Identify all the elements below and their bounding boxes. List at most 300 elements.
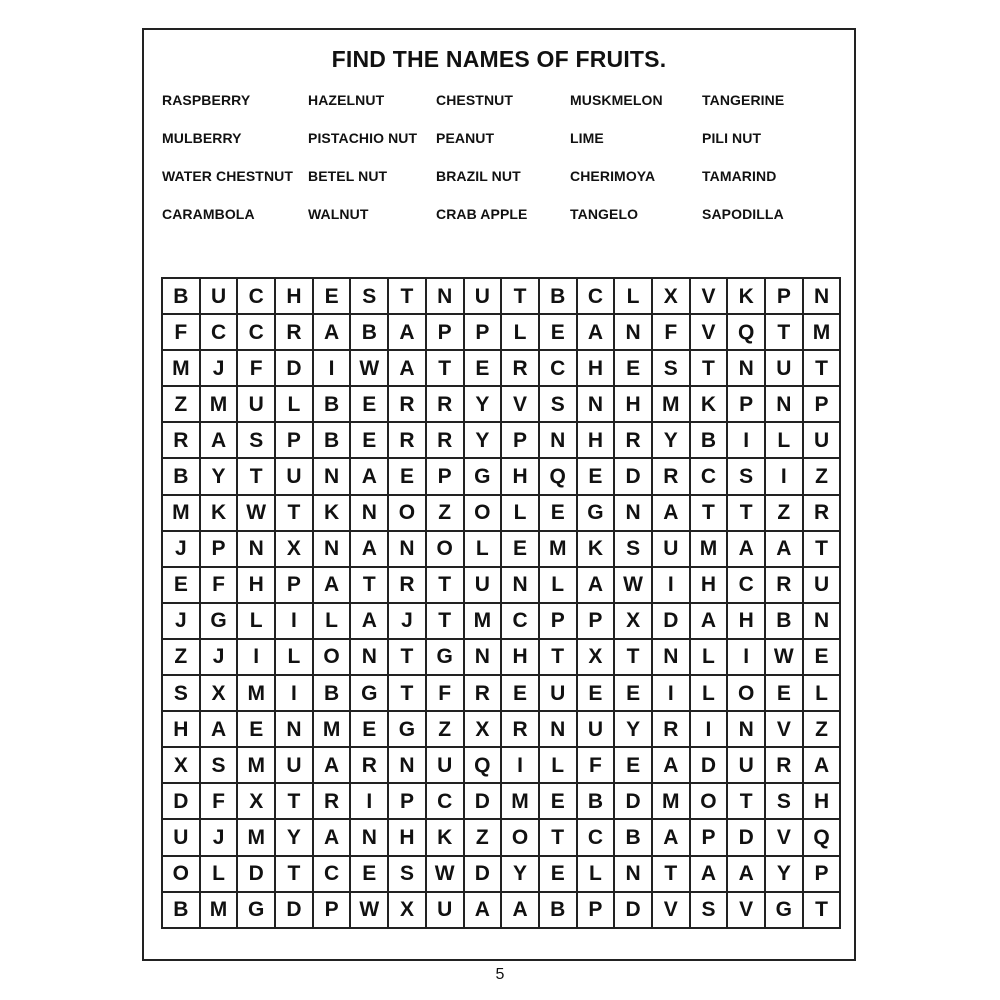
grid-cell[interactable]: E <box>163 568 201 604</box>
grid-cell[interactable]: E <box>314 279 352 315</box>
grid-cell[interactable]: A <box>314 568 352 604</box>
grid-cell[interactable]: G <box>578 496 616 532</box>
grid-cell[interactable]: E <box>351 423 389 459</box>
grid-cell[interactable]: B <box>540 893 578 929</box>
grid-cell[interactable]: X <box>201 676 239 712</box>
grid-cell[interactable]: U <box>578 712 616 748</box>
grid-cell[interactable]: I <box>276 604 314 640</box>
grid-cell[interactable]: V <box>653 893 691 929</box>
grid-cell[interactable]: A <box>691 857 729 893</box>
grid-cell[interactable]: E <box>615 748 653 784</box>
grid-cell[interactable]: B <box>766 604 804 640</box>
grid-cell[interactable]: D <box>238 857 276 893</box>
grid-cell[interactable]: O <box>427 532 465 568</box>
grid-cell[interactable]: F <box>238 351 276 387</box>
grid-cell[interactable]: R <box>502 351 540 387</box>
grid-cell[interactable]: N <box>502 568 540 604</box>
grid-cell[interactable]: L <box>540 568 578 604</box>
grid-cell[interactable]: G <box>427 640 465 676</box>
grid-cell[interactable]: N <box>314 459 352 495</box>
grid-cell[interactable]: L <box>804 676 842 712</box>
grid-cell[interactable]: E <box>540 857 578 893</box>
grid-cell[interactable]: A <box>465 893 503 929</box>
grid-cell[interactable]: V <box>691 315 729 351</box>
grid-cell[interactable]: N <box>351 496 389 532</box>
grid-cell[interactable]: P <box>766 279 804 315</box>
grid-cell[interactable]: D <box>615 459 653 495</box>
grid-cell[interactable]: A <box>766 532 804 568</box>
grid-cell[interactable]: W <box>351 893 389 929</box>
grid-cell[interactable]: N <box>238 532 276 568</box>
grid-cell[interactable]: X <box>163 748 201 784</box>
grid-cell[interactable]: D <box>653 604 691 640</box>
grid-cell[interactable]: T <box>728 496 766 532</box>
grid-cell[interactable]: U <box>163 820 201 856</box>
grid-cell[interactable]: M <box>502 784 540 820</box>
grid-cell[interactable]: O <box>389 496 427 532</box>
grid-cell[interactable]: A <box>314 748 352 784</box>
grid-cell[interactable]: S <box>389 857 427 893</box>
grid-cell[interactable]: I <box>653 676 691 712</box>
grid-cell[interactable]: K <box>427 820 465 856</box>
grid-cell[interactable]: N <box>728 712 766 748</box>
grid-cell[interactable]: L <box>691 640 729 676</box>
grid-cell[interactable]: Q <box>465 748 503 784</box>
grid-cell[interactable]: Y <box>201 459 239 495</box>
grid-cell[interactable]: J <box>163 604 201 640</box>
grid-cell[interactable]: A <box>804 748 842 784</box>
grid-cell[interactable]: Y <box>766 857 804 893</box>
grid-cell[interactable]: F <box>163 315 201 351</box>
grid-cell[interactable]: U <box>427 748 465 784</box>
grid-cell[interactable]: C <box>540 351 578 387</box>
grid-cell[interactable]: O <box>163 857 201 893</box>
grid-cell[interactable]: W <box>427 857 465 893</box>
grid-cell[interactable]: N <box>615 857 653 893</box>
grid-cell[interactable]: R <box>653 459 691 495</box>
grid-cell[interactable]: M <box>238 676 276 712</box>
grid-cell[interactable]: N <box>766 387 804 423</box>
grid-cell[interactable]: U <box>728 748 766 784</box>
grid-cell[interactable]: W <box>615 568 653 604</box>
grid-cell[interactable]: T <box>540 820 578 856</box>
grid-cell[interactable]: G <box>351 676 389 712</box>
grid-cell[interactable]: W <box>766 640 804 676</box>
grid-cell[interactable]: Z <box>804 459 842 495</box>
grid-cell[interactable]: F <box>427 676 465 712</box>
grid-cell[interactable]: U <box>427 893 465 929</box>
grid-cell[interactable]: T <box>389 279 427 315</box>
grid-cell[interactable]: P <box>728 387 766 423</box>
grid-cell[interactable]: T <box>691 496 729 532</box>
grid-cell[interactable]: S <box>766 784 804 820</box>
grid-cell[interactable]: D <box>163 784 201 820</box>
grid-cell[interactable]: S <box>201 748 239 784</box>
grid-cell[interactable]: L <box>276 640 314 676</box>
grid-cell[interactable]: U <box>465 568 503 604</box>
grid-cell[interactable]: T <box>276 496 314 532</box>
grid-cell[interactable]: R <box>427 423 465 459</box>
grid-cell[interactable]: B <box>578 784 616 820</box>
grid-cell[interactable]: R <box>276 315 314 351</box>
grid-cell[interactable]: A <box>201 423 239 459</box>
grid-cell[interactable]: E <box>502 676 540 712</box>
grid-cell[interactable]: N <box>540 712 578 748</box>
grid-cell[interactable]: S <box>238 423 276 459</box>
grid-cell[interactable]: A <box>351 459 389 495</box>
grid-cell[interactable]: N <box>804 604 842 640</box>
grid-cell[interactable]: B <box>163 459 201 495</box>
grid-cell[interactable]: E <box>502 532 540 568</box>
grid-cell[interactable]: V <box>502 387 540 423</box>
grid-cell[interactable]: I <box>728 640 766 676</box>
grid-cell[interactable]: I <box>314 351 352 387</box>
grid-cell[interactable]: J <box>201 640 239 676</box>
grid-cell[interactable]: C <box>691 459 729 495</box>
grid-cell[interactable]: A <box>653 748 691 784</box>
grid-cell[interactable]: A <box>201 712 239 748</box>
grid-cell[interactable]: T <box>804 351 842 387</box>
grid-cell[interactable]: F <box>201 784 239 820</box>
grid-cell[interactable]: D <box>465 857 503 893</box>
grid-cell[interactable]: O <box>502 820 540 856</box>
grid-cell[interactable]: E <box>351 387 389 423</box>
grid-cell[interactable]: T <box>728 784 766 820</box>
grid-cell[interactable]: N <box>615 496 653 532</box>
grid-cell[interactable]: S <box>728 459 766 495</box>
grid-cell[interactable]: L <box>615 279 653 315</box>
grid-cell[interactable]: Y <box>502 857 540 893</box>
grid-cell[interactable]: N <box>389 532 427 568</box>
grid-cell[interactable]: B <box>540 279 578 315</box>
grid-cell[interactable]: A <box>691 604 729 640</box>
grid-cell[interactable]: B <box>314 387 352 423</box>
grid-cell[interactable]: H <box>691 568 729 604</box>
grid-cell[interactable]: B <box>163 893 201 929</box>
grid-cell[interactable]: C <box>238 315 276 351</box>
grid-cell[interactable]: S <box>691 893 729 929</box>
grid-cell[interactable]: A <box>351 532 389 568</box>
grid-cell[interactable]: H <box>238 568 276 604</box>
grid-cell[interactable]: H <box>728 604 766 640</box>
grid-cell[interactable]: N <box>578 387 616 423</box>
grid-cell[interactable]: W <box>238 496 276 532</box>
grid-cell[interactable]: T <box>615 640 653 676</box>
grid-cell[interactable]: S <box>615 532 653 568</box>
grid-cell[interactable]: M <box>691 532 729 568</box>
grid-cell[interactable]: K <box>578 532 616 568</box>
grid-cell[interactable]: K <box>201 496 239 532</box>
grid-cell[interactable]: U <box>238 387 276 423</box>
grid-cell[interactable]: X <box>276 532 314 568</box>
grid-cell[interactable]: T <box>389 640 427 676</box>
grid-cell[interactable]: C <box>314 857 352 893</box>
grid-cell[interactable]: T <box>502 279 540 315</box>
grid-cell[interactable]: T <box>238 459 276 495</box>
grid-cell[interactable]: E <box>578 459 616 495</box>
grid-cell[interactable]: T <box>691 351 729 387</box>
grid-cell[interactable]: M <box>163 496 201 532</box>
grid-cell[interactable]: L <box>540 748 578 784</box>
grid-cell[interactable]: T <box>766 315 804 351</box>
grid-cell[interactable]: T <box>276 784 314 820</box>
grid-cell[interactable]: M <box>804 315 842 351</box>
grid-cell[interactable]: D <box>276 893 314 929</box>
grid-cell[interactable]: R <box>314 784 352 820</box>
grid-cell[interactable]: C <box>578 820 616 856</box>
grid-cell[interactable]: E <box>351 712 389 748</box>
grid-cell[interactable]: L <box>314 604 352 640</box>
grid-cell[interactable]: T <box>276 857 314 893</box>
grid-cell[interactable]: Y <box>615 712 653 748</box>
grid-cell[interactable]: A <box>502 893 540 929</box>
grid-cell[interactable]: N <box>653 640 691 676</box>
grid-cell[interactable]: X <box>238 784 276 820</box>
grid-cell[interactable]: I <box>351 784 389 820</box>
grid-cell[interactable]: A <box>389 351 427 387</box>
grid-cell[interactable]: E <box>540 315 578 351</box>
grid-cell[interactable]: M <box>465 604 503 640</box>
grid-cell[interactable]: G <box>465 459 503 495</box>
grid-cell[interactable]: H <box>615 387 653 423</box>
grid-cell[interactable]: P <box>314 893 352 929</box>
grid-cell[interactable]: H <box>163 712 201 748</box>
grid-cell[interactable]: X <box>615 604 653 640</box>
grid-cell[interactable]: P <box>276 568 314 604</box>
grid-cell[interactable]: C <box>728 568 766 604</box>
grid-cell[interactable]: U <box>276 459 314 495</box>
grid-cell[interactable]: R <box>389 387 427 423</box>
grid-cell[interactable]: Z <box>766 496 804 532</box>
grid-cell[interactable]: B <box>314 676 352 712</box>
grid-cell[interactable]: Z <box>427 496 465 532</box>
grid-cell[interactable]: F <box>578 748 616 784</box>
grid-cell[interactable]: E <box>540 496 578 532</box>
grid-cell[interactable]: N <box>728 351 766 387</box>
grid-cell[interactable]: B <box>615 820 653 856</box>
grid-cell[interactable]: A <box>728 857 766 893</box>
grid-cell[interactable]: P <box>465 315 503 351</box>
grid-cell[interactable]: P <box>427 315 465 351</box>
grid-cell[interactable]: A <box>389 315 427 351</box>
grid-cell[interactable]: M <box>201 387 239 423</box>
grid-cell[interactable]: J <box>201 351 239 387</box>
grid-cell[interactable]: H <box>389 820 427 856</box>
grid-cell[interactable]: X <box>578 640 616 676</box>
grid-cell[interactable]: V <box>691 279 729 315</box>
grid-cell[interactable]: G <box>766 893 804 929</box>
grid-cell[interactable]: I <box>238 640 276 676</box>
grid-cell[interactable]: I <box>276 676 314 712</box>
grid-cell[interactable]: N <box>465 640 503 676</box>
grid-cell[interactable]: X <box>653 279 691 315</box>
grid-cell[interactable]: P <box>540 604 578 640</box>
grid-cell[interactable]: E <box>465 351 503 387</box>
grid-cell[interactable]: Y <box>653 423 691 459</box>
grid-cell[interactable]: P <box>578 893 616 929</box>
grid-cell[interactable]: U <box>201 279 239 315</box>
grid-cell[interactable]: K <box>728 279 766 315</box>
grid-cell[interactable]: A <box>578 568 616 604</box>
grid-cell[interactable]: C <box>427 784 465 820</box>
grid-cell[interactable]: P <box>427 459 465 495</box>
grid-cell[interactable]: K <box>691 387 729 423</box>
grid-cell[interactable]: R <box>427 387 465 423</box>
grid-cell[interactable]: P <box>389 784 427 820</box>
grid-cell[interactable]: I <box>766 459 804 495</box>
grid-cell[interactable]: Y <box>276 820 314 856</box>
grid-cell[interactable]: D <box>728 820 766 856</box>
grid-cell[interactable]: H <box>578 423 616 459</box>
grid-cell[interactable]: A <box>314 315 352 351</box>
grid-cell[interactable]: I <box>728 423 766 459</box>
grid-cell[interactable]: T <box>427 604 465 640</box>
grid-cell[interactable]: G <box>238 893 276 929</box>
grid-cell[interactable]: J <box>389 604 427 640</box>
grid-cell[interactable]: M <box>540 532 578 568</box>
grid-cell[interactable]: V <box>766 712 804 748</box>
grid-cell[interactable]: R <box>502 712 540 748</box>
grid-cell[interactable]: G <box>389 712 427 748</box>
grid-cell[interactable]: P <box>691 820 729 856</box>
grid-cell[interactable]: J <box>163 532 201 568</box>
grid-cell[interactable]: A <box>578 315 616 351</box>
grid-cell[interactable]: A <box>728 532 766 568</box>
grid-cell[interactable]: A <box>351 604 389 640</box>
grid-cell[interactable]: T <box>804 893 842 929</box>
grid-cell[interactable]: R <box>465 676 503 712</box>
grid-cell[interactable]: D <box>276 351 314 387</box>
grid-cell[interactable]: R <box>163 423 201 459</box>
grid-cell[interactable]: C <box>502 604 540 640</box>
grid-cell[interactable]: M <box>653 387 691 423</box>
grid-cell[interactable]: A <box>314 820 352 856</box>
grid-cell[interactable]: P <box>201 532 239 568</box>
grid-cell[interactable]: R <box>766 748 804 784</box>
grid-cell[interactable]: B <box>314 423 352 459</box>
grid-cell[interactable]: N <box>389 748 427 784</box>
grid-cell[interactable]: M <box>314 712 352 748</box>
grid-cell[interactable]: B <box>163 279 201 315</box>
grid-cell[interactable]: U <box>653 532 691 568</box>
grid-cell[interactable]: G <box>201 604 239 640</box>
grid-cell[interactable]: Q <box>540 459 578 495</box>
grid-cell[interactable]: C <box>238 279 276 315</box>
grid-cell[interactable]: Z <box>804 712 842 748</box>
grid-cell[interactable]: F <box>201 568 239 604</box>
grid-cell[interactable]: Q <box>804 820 842 856</box>
grid-cell[interactable]: Q <box>728 315 766 351</box>
grid-cell[interactable]: R <box>351 748 389 784</box>
grid-cell[interactable]: L <box>276 387 314 423</box>
grid-cell[interactable]: N <box>804 279 842 315</box>
grid-cell[interactable]: N <box>351 640 389 676</box>
grid-cell[interactable]: R <box>804 496 842 532</box>
grid-cell[interactable]: R <box>615 423 653 459</box>
grid-cell[interactable]: T <box>804 532 842 568</box>
grid-cell[interactable]: R <box>653 712 691 748</box>
grid-cell[interactable]: P <box>578 604 616 640</box>
grid-cell[interactable]: D <box>615 784 653 820</box>
grid-cell[interactable]: I <box>653 568 691 604</box>
grid-cell[interactable]: L <box>465 532 503 568</box>
grid-cell[interactable]: X <box>389 893 427 929</box>
grid-cell[interactable]: B <box>351 315 389 351</box>
grid-cell[interactable]: D <box>465 784 503 820</box>
grid-cell[interactable]: U <box>276 748 314 784</box>
grid-cell[interactable]: H <box>502 640 540 676</box>
grid-cell[interactable]: I <box>691 712 729 748</box>
grid-cell[interactable]: T <box>427 351 465 387</box>
grid-cell[interactable]: M <box>238 820 276 856</box>
grid-cell[interactable]: J <box>201 820 239 856</box>
grid-cell[interactable]: U <box>804 568 842 604</box>
grid-cell[interactable]: E <box>351 857 389 893</box>
grid-cell[interactable]: L <box>201 857 239 893</box>
grid-cell[interactable]: Y <box>465 387 503 423</box>
grid-cell[interactable]: N <box>351 820 389 856</box>
grid-cell[interactable]: N <box>615 315 653 351</box>
grid-cell[interactable]: P <box>804 857 842 893</box>
grid-cell[interactable]: T <box>427 568 465 604</box>
grid-cell[interactable]: S <box>351 279 389 315</box>
grid-cell[interactable]: M <box>201 893 239 929</box>
grid-cell[interactable]: P <box>276 423 314 459</box>
grid-cell[interactable]: O <box>465 496 503 532</box>
grid-cell[interactable]: W <box>351 351 389 387</box>
grid-cell[interactable]: E <box>766 676 804 712</box>
grid-cell[interactable]: V <box>766 820 804 856</box>
grid-cell[interactable]: E <box>389 459 427 495</box>
grid-cell[interactable]: I <box>502 748 540 784</box>
grid-cell[interactable]: R <box>766 568 804 604</box>
grid-cell[interactable]: H <box>578 351 616 387</box>
grid-cell[interactable]: C <box>201 315 239 351</box>
grid-cell[interactable]: U <box>766 351 804 387</box>
grid-cell[interactable]: S <box>653 351 691 387</box>
grid-cell[interactable]: N <box>314 532 352 568</box>
grid-cell[interactable]: X <box>465 712 503 748</box>
grid-cell[interactable]: E <box>578 676 616 712</box>
grid-cell[interactable]: F <box>653 315 691 351</box>
grid-cell[interactable]: L <box>502 496 540 532</box>
grid-cell[interactable]: O <box>314 640 352 676</box>
grid-cell[interactable]: S <box>163 676 201 712</box>
grid-cell[interactable]: U <box>540 676 578 712</box>
grid-cell[interactable]: A <box>653 496 691 532</box>
grid-cell[interactable]: D <box>691 748 729 784</box>
grid-cell[interactable]: T <box>389 676 427 712</box>
grid-cell[interactable]: E <box>615 351 653 387</box>
grid-cell[interactable]: E <box>615 676 653 712</box>
grid-cell[interactable]: N <box>427 279 465 315</box>
grid-cell[interactable]: M <box>653 784 691 820</box>
grid-cell[interactable]: U <box>804 423 842 459</box>
grid-cell[interactable]: A <box>653 820 691 856</box>
grid-cell[interactable]: V <box>728 893 766 929</box>
grid-cell[interactable]: Y <box>465 423 503 459</box>
grid-cell[interactable]: L <box>691 676 729 712</box>
grid-cell[interactable]: M <box>163 351 201 387</box>
grid-cell[interactable]: R <box>389 568 427 604</box>
grid-cell[interactable]: Z <box>465 820 503 856</box>
grid-cell[interactable]: P <box>804 387 842 423</box>
grid-cell[interactable]: Z <box>427 712 465 748</box>
grid-cell[interactable]: S <box>540 387 578 423</box>
grid-cell[interactable]: O <box>691 784 729 820</box>
grid-cell[interactable]: T <box>540 640 578 676</box>
grid-cell[interactable]: T <box>653 857 691 893</box>
